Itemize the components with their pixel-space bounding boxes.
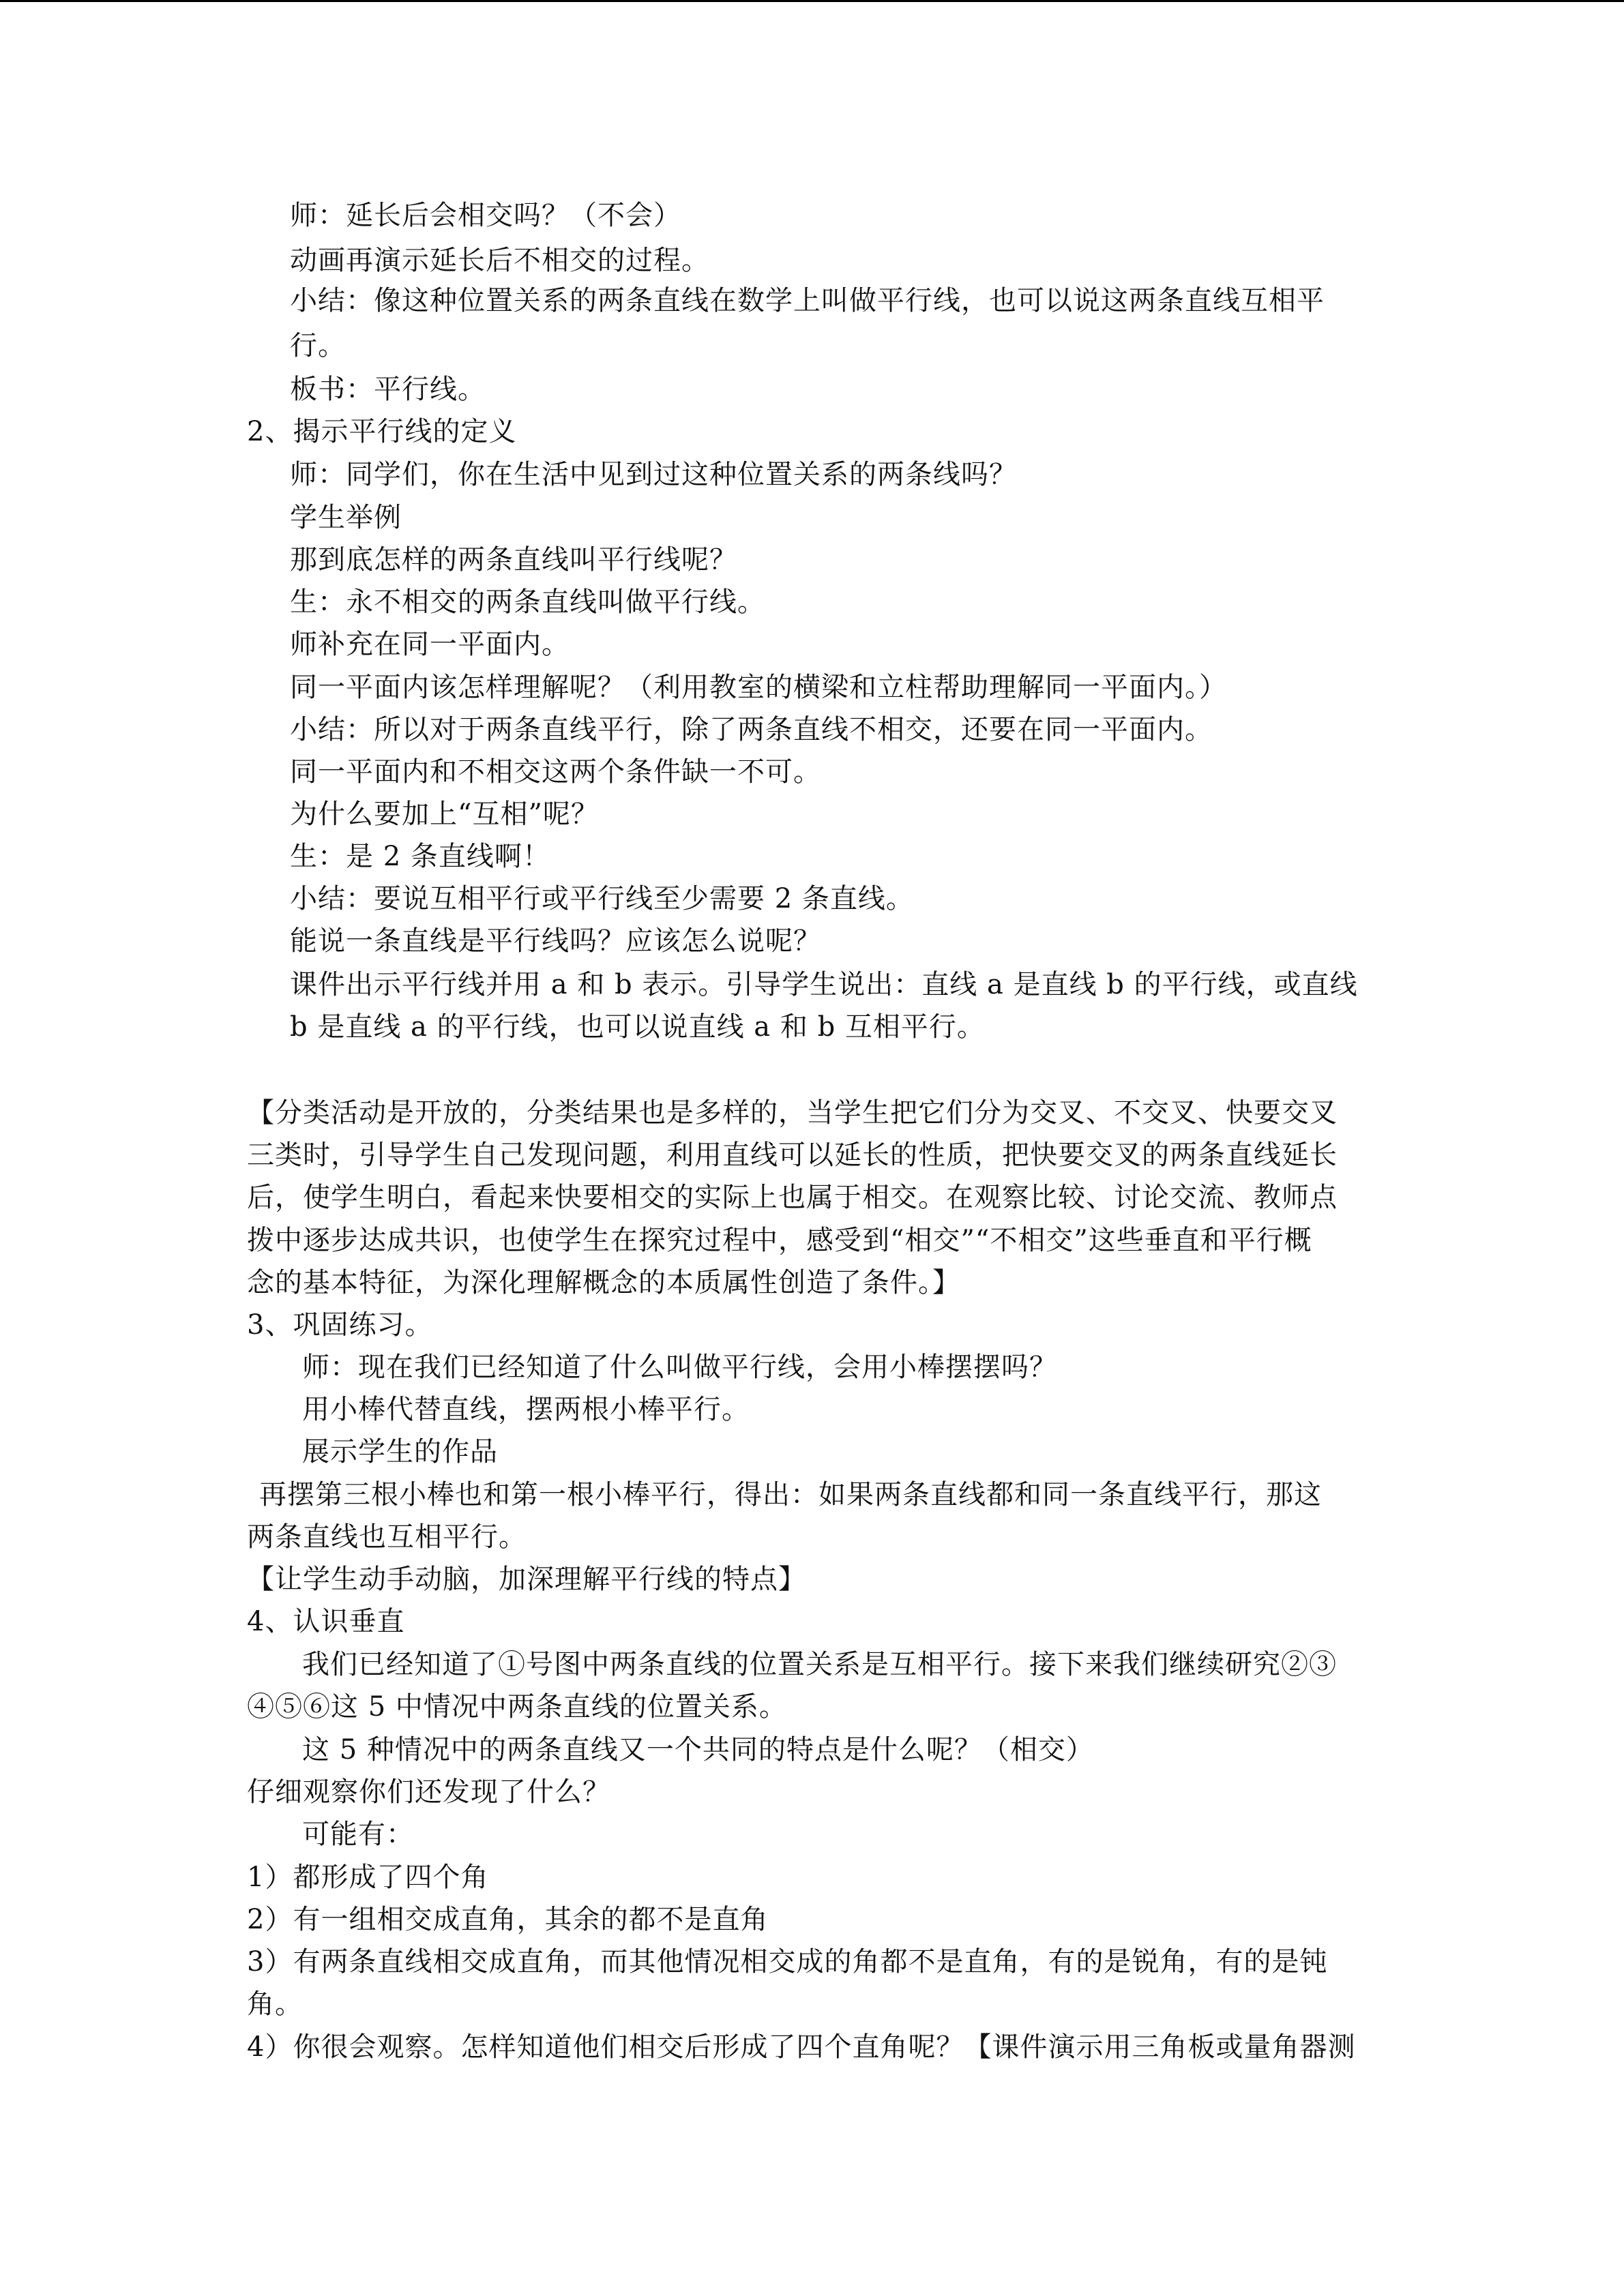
text-line: 小结：要说互相平行或平行线至少需要 2 条直线。 [290, 883, 914, 914]
commentary-line: 拨中逐步达成共识，也使学生在探究过程中，感受到“相交”“不相交”这些垂直和平行概 [247, 1225, 1312, 1256]
list-item: 1）都形成了四个角 [247, 1862, 489, 1893]
text-line: 课件出示平行线并用 a 和 b 表示。引导学生说出：直线 a 是直线 b 的平行线，或直线 [290, 969, 1358, 1000]
text-line: 用小棒代替直线，摆两根小棒平行。 [302, 1394, 750, 1425]
commentary-line: 【让学生动手动脑，加深理解平行线的特点】 [247, 1564, 806, 1595]
text-line: 师：现在我们已经知道了什么叫做平行线，会用小棒摆摆吗？ [302, 1352, 1057, 1383]
text-line: 那到底怎样的两条直线叫平行线呢？ [290, 544, 737, 576]
text-line: 展示学生的作品 [302, 1436, 498, 1467]
text-line: ④⑤⑥这 5 中情况中两条直线的位置关系。 [247, 1691, 787, 1723]
text-line: 能说一条直线是平行线吗？应该怎么说呢？ [290, 925, 821, 957]
text-line: 这 5 种情况中的两条直线又一个共同的特点是什么呢？（相交） [302, 1734, 1094, 1765]
text-line: 仔细观察你们还发现了什么？ [247, 1776, 610, 1808]
text-line: 可能有： [302, 1819, 414, 1850]
text-line: 同一平面内该怎样理解呢？（利用教室的横梁和立柱帮助理解同一平面内。） [290, 672, 1227, 703]
text-line: 同一平面内和不相交这两个条件缺一不可。 [290, 756, 821, 788]
commentary-line: 念的基本特征，为深化理解概念的本质属性创造了条件。】 [247, 1267, 960, 1298]
text-line: 小结：所以对于两条直线平行，除了两条直线不相交，还要在同一平面内。 [290, 714, 1213, 745]
text-line: 两条直线也互相平行。 [247, 1521, 527, 1553]
commentary-line: 【分类活动是开放的，分类结果也是多样的，当学生把它们分为交叉、不交叉、快要交叉 [247, 1097, 1338, 1129]
commentary-line: 后，使学生明白，看起来快要相交的实际上也属于相交。在观察比较、讨论交流、教师点 [247, 1182, 1338, 1213]
section-heading: 3、巩固练习。 [247, 1309, 433, 1341]
text-line: 再摆第三根小棒也和第一根小棒平行，得出：如果两条直线都和同一条直线平行，那这 [259, 1479, 1322, 1510]
text-line: 师补充在同一平面内。 [290, 629, 570, 660]
text-line: 我们已经知道了①号图中两条直线的位置关系是互相平行。接下来我们继续研究②③ [302, 1649, 1337, 1680]
list-item: 4）你很会观察。怎样知道他们相交后形成了四个直角呢？【课件演示用三角板或量角器测 [247, 2031, 1356, 2063]
text-line: 师：延长后会相交吗？（不会） [290, 200, 681, 231]
text-line: b 是直线 a 的平行线，也可以说直线 a 和 b 互相平行。 [290, 1011, 985, 1043]
text-line: 生：是 2 条直线啊！ [290, 841, 550, 872]
text-line: 师：同学们，你在生活中见到过这种位置关系的两条线吗？ [290, 459, 1017, 490]
list-item: 2）有一组相交成直角，其余的都不是直角 [247, 1904, 769, 1935]
text-line: 板书：平行线。 [290, 374, 486, 405]
list-item: 角。 [247, 1988, 303, 2020]
section-heading: 4、认识垂直 [247, 1606, 405, 1637]
section-heading: 2、揭示平行线的定义 [247, 416, 517, 447]
text-line: 小结：像这种位置关系的两条直线在数学上叫做平行线，也可以说这两条直线互相平 [290, 285, 1325, 316]
text-line: 学生举例 [290, 502, 402, 533]
list-item: 3）有两条直线相交成直角，而其他情况相交成的角都不是直角，有的是锐角，有的是钝 [247, 1946, 1328, 1978]
text-line: 行。 [290, 330, 346, 361]
commentary-line: 三类时，引导学生自己发现问题，利用直线可以延长的性质，把快要交叉的两条直线延长 [247, 1139, 1338, 1171]
text-line: 生：永不相交的两条直线叫做平行线。 [290, 586, 765, 618]
text-line: 为什么要加上“互相”呢？ [290, 799, 599, 830]
text-line: 动画再演示延长后不相交的过程。 [290, 245, 709, 276]
